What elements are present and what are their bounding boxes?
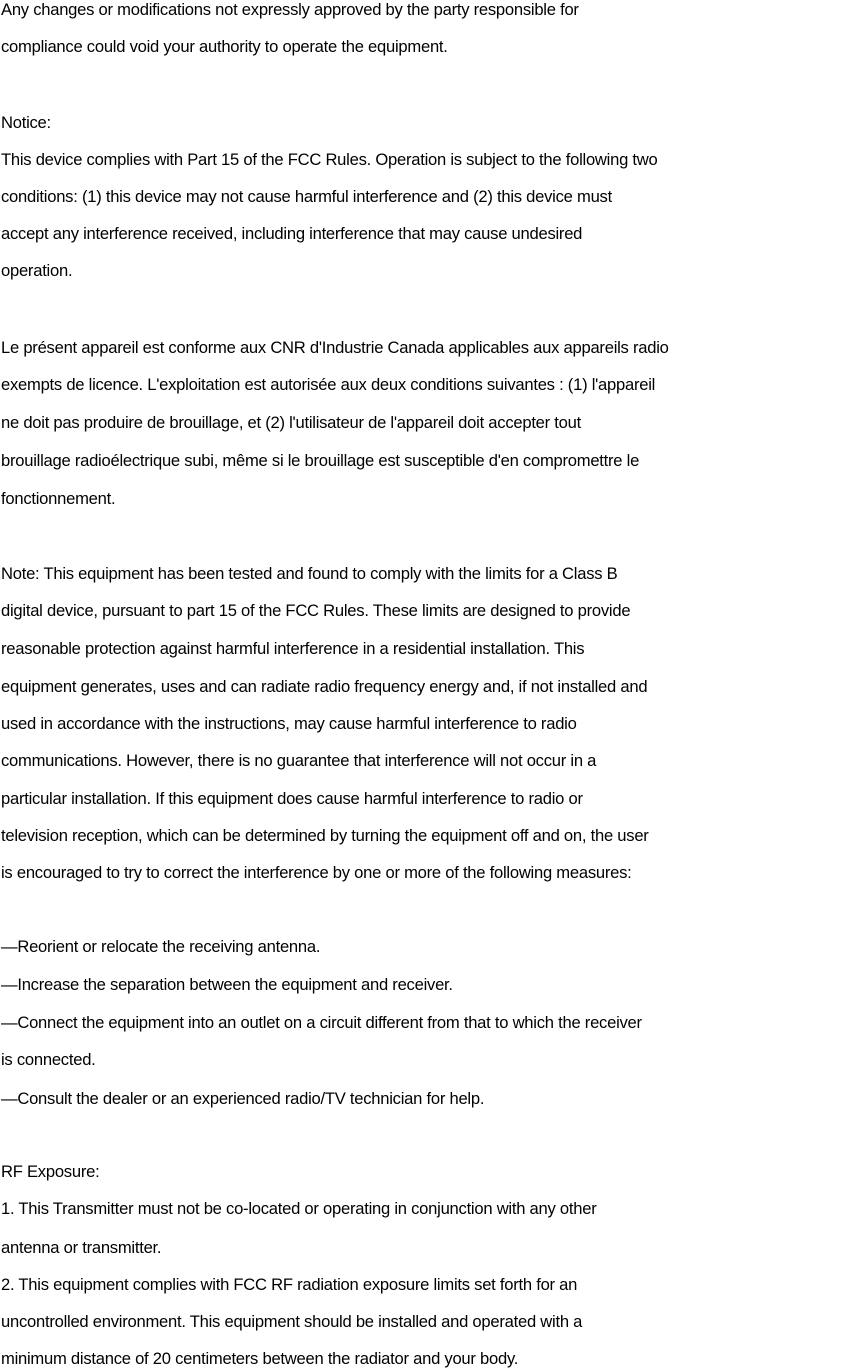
note-line: communications. However, there is no guarantee that interference will not occur in a	[1, 751, 597, 770]
rf-exposure-line: uncontrolled environment. This equipment should be installed and operated with a	[1, 1312, 583, 1331]
notice-line: conditions: (1) this device may not cause harmful interference and (2) this device must	[1, 187, 612, 206]
notice-line: operation.	[1, 261, 73, 280]
intro-line: Any changes or modifications not expressly approved by the party responsible for	[1, 0, 579, 19]
notice-line: accept any interference received, including interference that may cause undesired	[1, 224, 583, 243]
measure-item: —Reorient or relocate the receiving antenna.	[1, 937, 321, 956]
note-line: is encouraged to try to correct the interference by one or more of the following measures:	[1, 863, 632, 882]
rf-exposure-line: 1. This Transmitter must not be co-located or operating in conjunction with any other	[1, 1199, 597, 1218]
french-line: Le présent appareil est conforme aux CNR d'Industrie Canada applicables aux appareils radio	[1, 338, 669, 357]
rf-exposure-line: 2. This equipment complies with FCC RF radiation exposure limits set forth for an	[1, 1275, 578, 1294]
french-line: fonctionnement.	[1, 489, 116, 508]
note-line: particular installation. If this equipment does cause harmful interference to radio or	[1, 789, 583, 808]
french-line: exempts de licence. L'exploitation est autorisée aux deux conditions suivantes : (1) l'appareil	[1, 375, 656, 394]
note-line: digital device, pursuant to part 15 of the FCC Rules. These limits are designed to provide	[1, 601, 631, 620]
rf-exposure-heading: RF Exposure:	[1, 1162, 100, 1181]
rf-exposure-line: antenna or transmitter.	[1, 1238, 162, 1257]
notice-line: This device complies with Part 15 of the FCC Rules. Operation is subject to the following two	[1, 150, 658, 169]
notice-heading: Notice:	[1, 113, 51, 132]
french-line: ne doit pas produire de brouillage, et (2) l'utilisateur de l'appareil doit accepter tout	[1, 413, 581, 432]
rf-exposure-line: minimum distance of 20 centimeters between the radiator and your body.	[1, 1349, 519, 1368]
intro-line: compliance could void your authority to operate the equipment.	[1, 37, 448, 56]
note-line: equipment generates, uses and can radiate radio frequency energy and, if not installed and	[1, 677, 648, 696]
note-line: Note: This equipment has been tested and found to comply with the limits for a Class B	[1, 564, 618, 583]
note-line: reasonable protection against harmful interference in a residential installation. This	[1, 639, 585, 658]
measure-item: —Consult the dealer or an experienced radio/TV technician for help.	[1, 1089, 485, 1108]
measure-item: —Increase the separation between the equipment and receiver.	[1, 975, 453, 994]
note-line: used in accordance with the instructions, may cause harmful interference to radio	[1, 714, 577, 733]
measure-item-continuation: is connected.	[1, 1050, 96, 1069]
measure-item: —Connect the equipment into an outlet on a circuit different from that to which the receiver	[1, 1013, 642, 1032]
french-line: brouillage radioélectrique subi, même si le brouillage est susceptible d'en compromettre le	[1, 451, 640, 470]
note-line: television reception, which can be determined by turning the equipment off and on, the user	[1, 826, 649, 845]
